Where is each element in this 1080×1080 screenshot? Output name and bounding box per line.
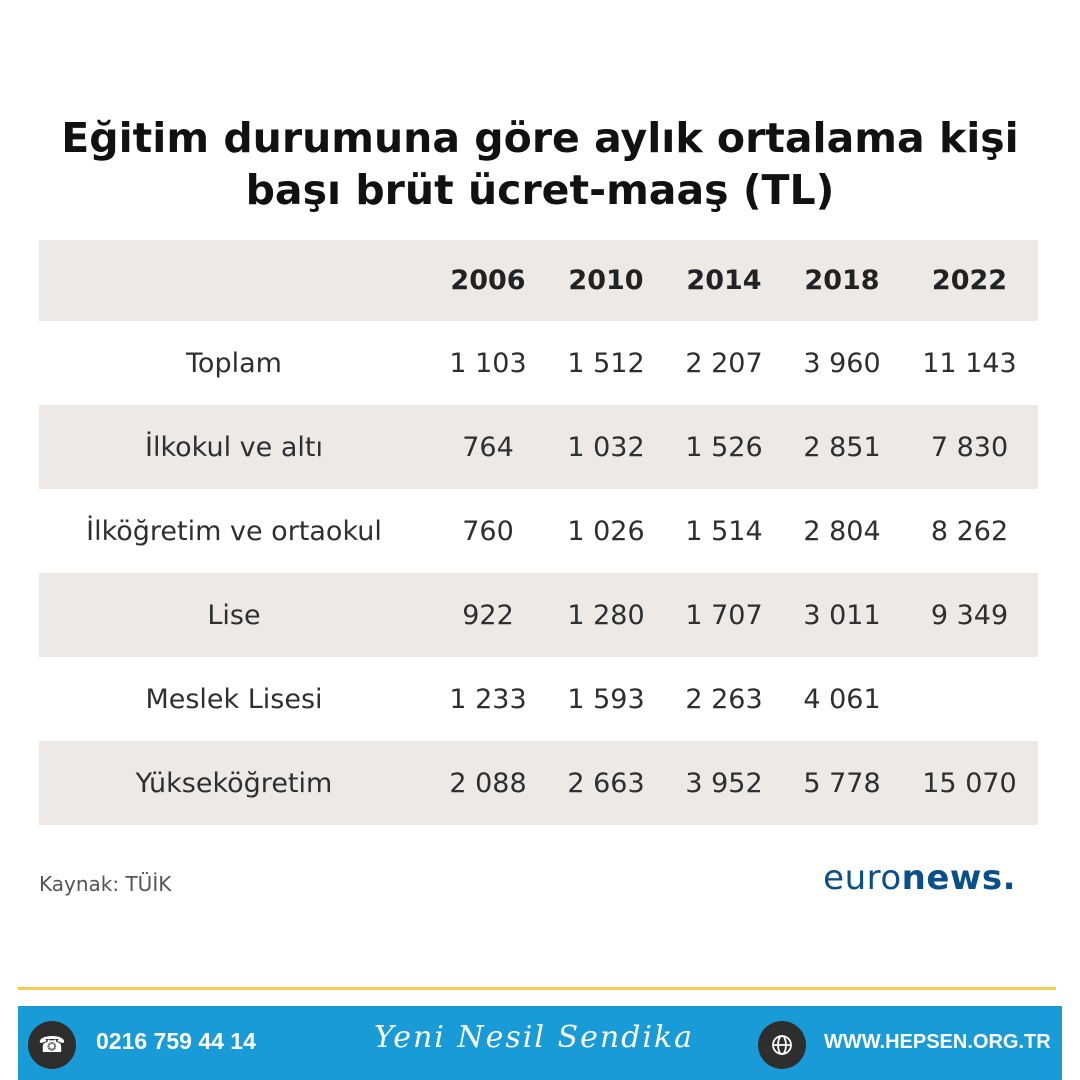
- row-value: 5 778: [803, 767, 881, 799]
- table-row: [39, 657, 1038, 741]
- table-row: [39, 405, 1038, 489]
- row-value: 1 512: [567, 347, 645, 379]
- footer-bar: [18, 1006, 1062, 1080]
- globe-icon: [758, 1021, 806, 1069]
- row-value: 2 804: [803, 515, 881, 547]
- header-year-2022: 2022: [931, 265, 1008, 296]
- logo-part-euro: euro: [823, 858, 902, 898]
- row-label: İlkokul ve altı: [145, 431, 323, 463]
- row-value: 764: [462, 431, 514, 463]
- table-row: [39, 321, 1038, 405]
- row-value: 1 233: [449, 683, 527, 715]
- logo-dot: .: [1002, 858, 1016, 898]
- row-label: Toplam: [186, 347, 282, 379]
- row-value: 4 061: [803, 683, 881, 715]
- row-value: 1 707: [685, 599, 763, 631]
- row-value: 2 207: [685, 347, 763, 379]
- row-value: 1 514: [685, 515, 763, 547]
- row-value: 8 262: [930, 515, 1009, 547]
- row-value: 3 011: [803, 599, 881, 631]
- table-row: [39, 741, 1038, 825]
- footer-slogan: Yeni Nesil Sendika: [374, 1020, 695, 1055]
- header-year-2010: 2010: [568, 265, 644, 296]
- table-header-row: [39, 240, 1038, 321]
- row-value: 3 960: [803, 347, 881, 379]
- row-value: 2 263: [685, 683, 763, 715]
- table-row: [39, 573, 1038, 657]
- logo-part-news: news: [901, 858, 1003, 898]
- row-label: Lise: [207, 599, 261, 631]
- row-value: 1 103: [449, 347, 527, 379]
- row-label: İlköğretim ve ortaokul: [86, 515, 382, 547]
- row-value: 15 070: [922, 767, 1017, 799]
- phone-icon: ☎: [28, 1021, 76, 1069]
- row-value: 7 830: [930, 431, 1009, 463]
- row-value: 1 526: [685, 431, 763, 463]
- row-value: 3 952: [685, 767, 763, 799]
- row-value: 1 593: [567, 683, 645, 715]
- row-value: 2 088: [449, 767, 527, 799]
- row-value: 9 349: [930, 599, 1009, 631]
- footer-website-link[interactable]: WWW.HEPSEN.ORG.TR: [824, 1031, 1051, 1053]
- row-value: 922: [462, 599, 514, 631]
- row-label: Yükseköğretim: [135, 767, 333, 799]
- table-row: [39, 489, 1038, 573]
- source-note: Kaynak: TÜİK: [39, 872, 172, 896]
- footer-phone[interactable]: 0216 759 44 14: [96, 1028, 256, 1054]
- header-year-2018: 2018: [804, 265, 880, 296]
- row-value: 1 032: [567, 431, 645, 463]
- row-value: 2 663: [567, 767, 645, 799]
- row-value: 11 143: [922, 347, 1017, 379]
- header-year-2006: 2006: [450, 265, 526, 296]
- row-value: 1 026: [567, 515, 645, 547]
- row-value: 760: [462, 515, 514, 547]
- euronews-logo: [823, 858, 1016, 898]
- row-value: 2 851: [803, 431, 881, 463]
- page-title: Eğitim durumuna göre aylık ortalama kişi başı brüt ücret-maaş (TL): [61, 114, 1019, 214]
- header-year-2014: 2014: [686, 265, 762, 296]
- row-value: 1 280: [567, 599, 645, 631]
- footer-divider: [18, 987, 1056, 990]
- salary-table: [39, 240, 1038, 825]
- row-label: Meslek Lisesi: [145, 683, 323, 715]
